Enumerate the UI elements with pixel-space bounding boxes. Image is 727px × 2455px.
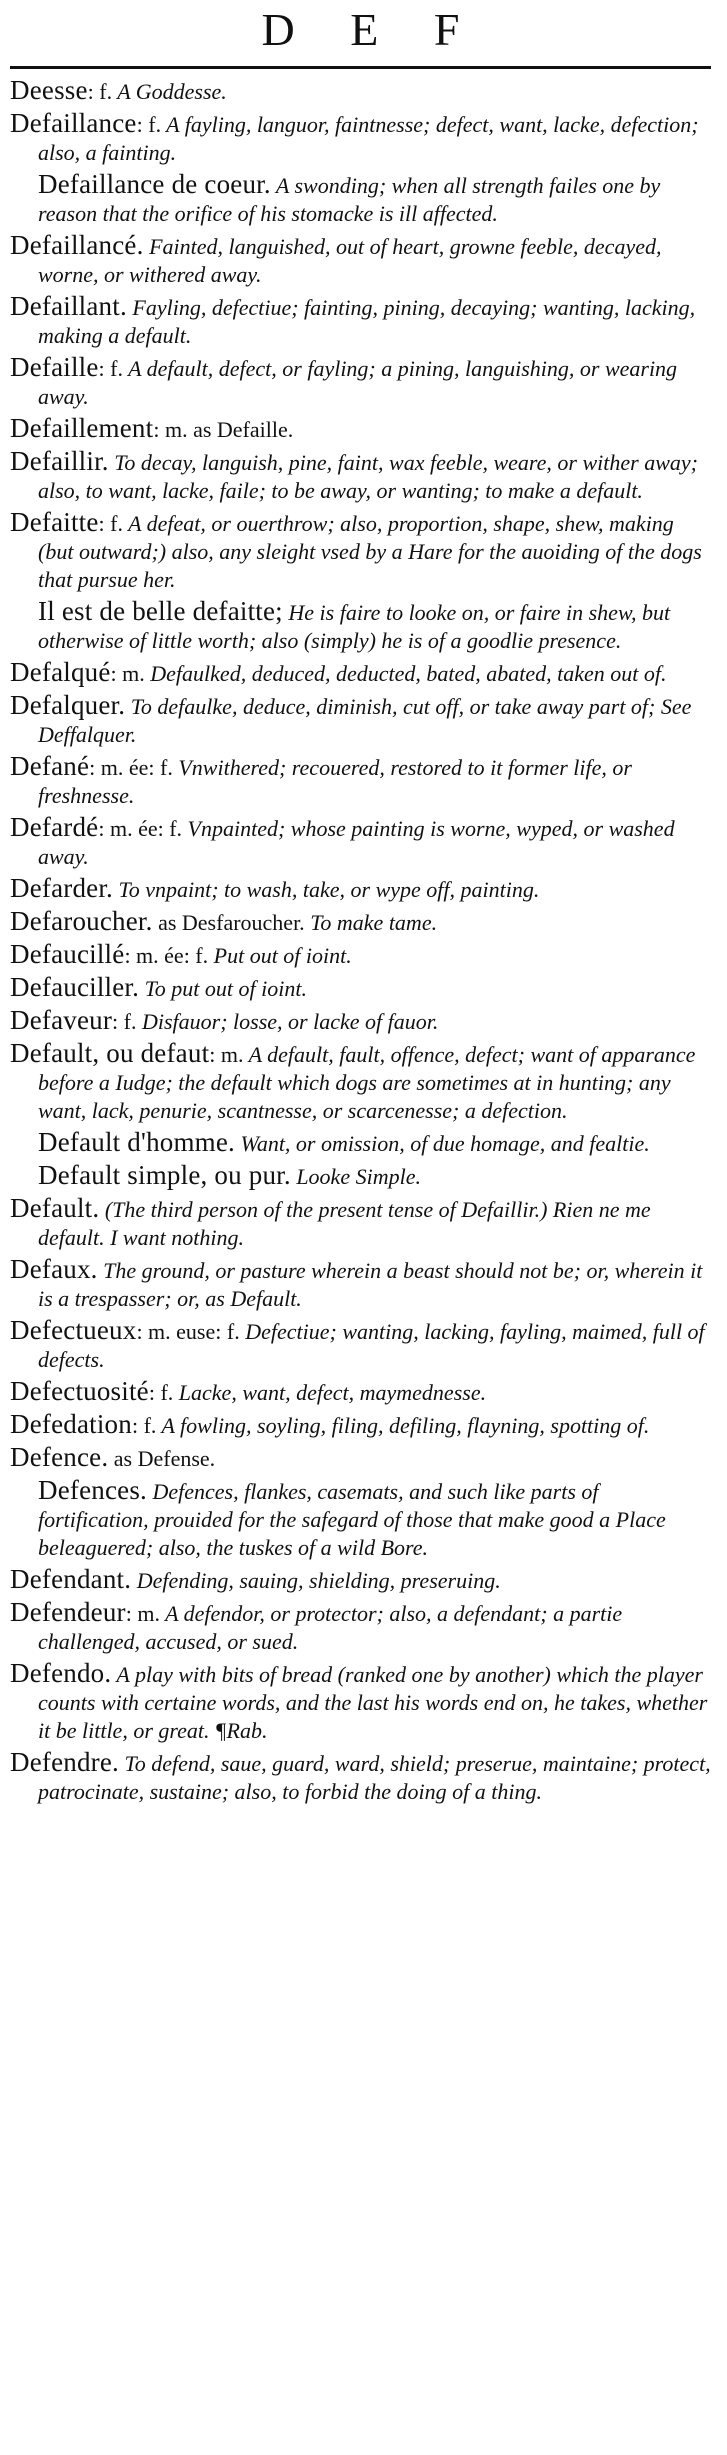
grammar-note: : f.: [131, 1413, 157, 1438]
dictionary-entry: [10, 1378, 711, 1407]
headword: Il est de belle defaitte;: [38, 596, 283, 626]
grammar-note: as Defense.: [108, 1446, 216, 1471]
headword: Defendre.: [10, 1747, 119, 1777]
dictionary-entry: [10, 974, 711, 1003]
headword: Defaucillé: [10, 939, 125, 969]
definition: Fayling, defectiue; fainting, pining, decaying; wanting, lacking, making a default.: [38, 295, 696, 348]
dictionary-entry: [10, 1195, 711, 1252]
dictionary-entry: [10, 293, 711, 350]
sub-entry: [10, 171, 711, 228]
headword: Defaillancé.: [10, 230, 144, 260]
grammar-note: : m. ée: f.: [124, 943, 209, 968]
headword: Defectuosité: [10, 1376, 149, 1406]
definition: To put out of ioint.: [139, 976, 307, 1001]
dictionary-entry: [10, 908, 711, 937]
dictionary-entry: [10, 1599, 711, 1656]
headword: Defences.: [38, 1475, 147, 1505]
headword: Defectueux: [10, 1315, 137, 1345]
sub-entry: [10, 598, 711, 655]
dictionary-entry: [10, 753, 711, 810]
headword: Defendo.: [10, 1658, 112, 1688]
grammar-note: : m.: [125, 1601, 160, 1626]
definition: A default, defect, or fayling; a pining, languishing, or wearing away.: [38, 356, 678, 409]
headword: Defalqué: [10, 657, 111, 687]
definition: Lacke, want, defect, maymednesse.: [173, 1380, 487, 1405]
dictionary-entry: [10, 941, 711, 970]
headword: Defaillant.: [10, 291, 127, 321]
dictionary-entry: [10, 659, 711, 688]
dictionary-entry: [10, 1444, 711, 1473]
definition: Defaulked, deduced, deducted, bated, abated, taken out of.: [144, 661, 667, 686]
headword: Defedation: [10, 1409, 132, 1439]
definition: Looke Simple.: [290, 1164, 421, 1189]
definition: Defectiue; wanting, lacking, fayling, maimed, full of defects.: [38, 1319, 705, 1372]
dictionary-entry: [10, 1256, 711, 1313]
definition: To defend, saue, guard, ward, shield; preserue, maintaine; protect, patrocinate, sustaine; also, to forbid the doing of a thing.: [38, 1751, 711, 1804]
dictionary-entry: [10, 415, 711, 444]
dictionary-entry: [10, 814, 711, 871]
headword: Defendant.: [10, 1564, 132, 1594]
definition: A fowling, soyling, filing, defiling, flayning, spotting of.: [156, 1413, 650, 1438]
dictionary-entry: [10, 509, 711, 594]
headword: Defaroucher.: [10, 906, 153, 936]
dictionary-entry: [10, 692, 711, 749]
definition: The ground, or pasture wherein a beast should not be; or, wherein it is a trespasser; or, as Default.: [38, 1258, 703, 1311]
definition: A Goddesse.: [112, 79, 227, 104]
grammar-note: : m. ée: f.: [98, 816, 183, 841]
headword: Defaillement: [10, 413, 154, 443]
dictionary-entry: [10, 354, 711, 411]
dictionary-entry: [10, 1566, 711, 1595]
dictionary-entry: [10, 448, 711, 505]
headword: Defendeur: [10, 1597, 126, 1627]
definition: A defeat, or ouerthrow; also, proportion, shape, shew, making (but outward;) also, any sleight vsed by a Hare for the auoiding of the dogs that pursue her.: [38, 511, 702, 592]
definition: To vnpaint; to wash, take, or wype off, painting.: [112, 877, 540, 902]
page-header: D E F: [261, 4, 482, 55]
headword: Defarder.: [10, 873, 113, 903]
definition: To defaulke, deduce, diminish, cut off, or take away part of; See Deffalquer.: [38, 694, 692, 747]
definition: Defending, sauing, shielding, preseruing.: [131, 1568, 501, 1593]
grammar-note: : m.: [110, 661, 145, 686]
dictionary-entry: [10, 1040, 711, 1125]
definition: Want, or omission, of due homage, and fealtie.: [235, 1131, 650, 1156]
headword: Defaille: [10, 352, 99, 382]
definition: A swonding; when all strength failes one by reason that the orifice of his stomacke is ill affected.: [38, 173, 661, 226]
definition: (The third person of the present tense of Defaillir.) Rien ne me default. I want nothing.: [38, 1197, 651, 1250]
sub-entry: [10, 1129, 711, 1158]
grammar-note: : m.: [209, 1042, 244, 1067]
grammar-note: : m. ée: f.: [89, 755, 173, 780]
grammar-note: : f.: [112, 1009, 137, 1034]
dictionary-entry: [10, 1317, 711, 1374]
definition: To make tame.: [304, 910, 438, 935]
definition: A defendor, or protector; also, a defendant; a partie challenged, accused, or sued.: [38, 1601, 623, 1654]
headword: Defaillir.: [10, 446, 109, 476]
headword: Default simple, ou pur.: [38, 1160, 291, 1190]
definition: A default, fault, offence, defect; want of apparance before a Iudge; the default which dogs are sometimes at in hunting; any want, lack, penurie, scantnesse, or scarcenesse; a defection.: [38, 1042, 696, 1123]
headword: Defaillance: [10, 108, 137, 138]
headword: Defaitte: [10, 507, 99, 537]
dictionary-entry: [10, 875, 711, 904]
headword: Defauciller.: [10, 972, 140, 1002]
grammar-note: : f.: [148, 1380, 174, 1405]
dictionary-entry: [10, 232, 711, 289]
definition: Disfauor; losse, or lacke of fauor.: [136, 1009, 439, 1034]
definition: Vnpainted; whose painting is worne, wyped, or washed away.: [38, 816, 675, 869]
headword: Defaillance de coeur.: [38, 169, 271, 199]
dictionary-entry: [10, 1660, 711, 1745]
headword: Deesse: [10, 75, 88, 105]
headword: Default, ou defaut: [10, 1038, 210, 1068]
definition: Defences, flankes, casemats, and such like parts of fortification, prouided for the safegard of those that make good a Place beleaguered; also, the tuskes of a wild Bore.: [38, 1479, 666, 1560]
definition: A fayling, languor, faintnesse; defect, want, lacke, defection; also, a fainting.: [38, 112, 699, 165]
grammar-note: : m. euse: f.: [136, 1319, 240, 1344]
headword: Defaveur: [10, 1005, 113, 1035]
dictionary-entry: [10, 1411, 711, 1440]
dictionary-entry: [10, 1007, 711, 1036]
sub-entry: [10, 1477, 711, 1562]
headword: Defaux.: [10, 1254, 98, 1284]
header-rule: [10, 66, 711, 69]
dictionary-entry: [10, 77, 711, 106]
headword: Defalquer.: [10, 690, 126, 720]
headword: Defardé: [10, 812, 99, 842]
definition: Vnwithered; recouered, restored to it former life, or freshnesse.: [38, 755, 632, 808]
grammar-note: : f.: [98, 511, 123, 536]
headword: Defence.: [10, 1442, 109, 1472]
headword: Default.: [10, 1193, 100, 1223]
definition: Put out of ioint.: [208, 943, 352, 968]
headword: Defané: [10, 751, 90, 781]
definition: Fainted, languished, out of heart, growne feeble, decayed, worne, or withered away.: [38, 234, 662, 287]
grammar-note: : f.: [136, 112, 162, 137]
grammar-note: : f.: [87, 79, 113, 104]
entry-list: [10, 77, 711, 1806]
headword: Default d'homme.: [38, 1127, 236, 1157]
grammar-note: : f.: [98, 356, 123, 381]
grammar-note: as Desfaroucher.: [152, 910, 305, 935]
sub-entry: [10, 1162, 711, 1191]
definition: A play with bits of bread (ranked one by another) which the player counts with certaine words, and the last his words end on, he takes, whether it be little, or great. ¶Rab.: [38, 1662, 708, 1743]
definition: To decay, languish, pine, faint, wax feeble, weare, or wither away; also, to want, lacke, faile; to be away, or wanting; to make a default.: [38, 450, 698, 503]
definition: He is faire to looke on, or faire in shew, but otherwise of little worth; also (simply) he is of a goodlie presence.: [38, 600, 671, 653]
grammar-note: : m. as Defaille.: [153, 417, 294, 442]
dictionary-entry: [10, 110, 711, 167]
dictionary-entry: [10, 1749, 711, 1806]
